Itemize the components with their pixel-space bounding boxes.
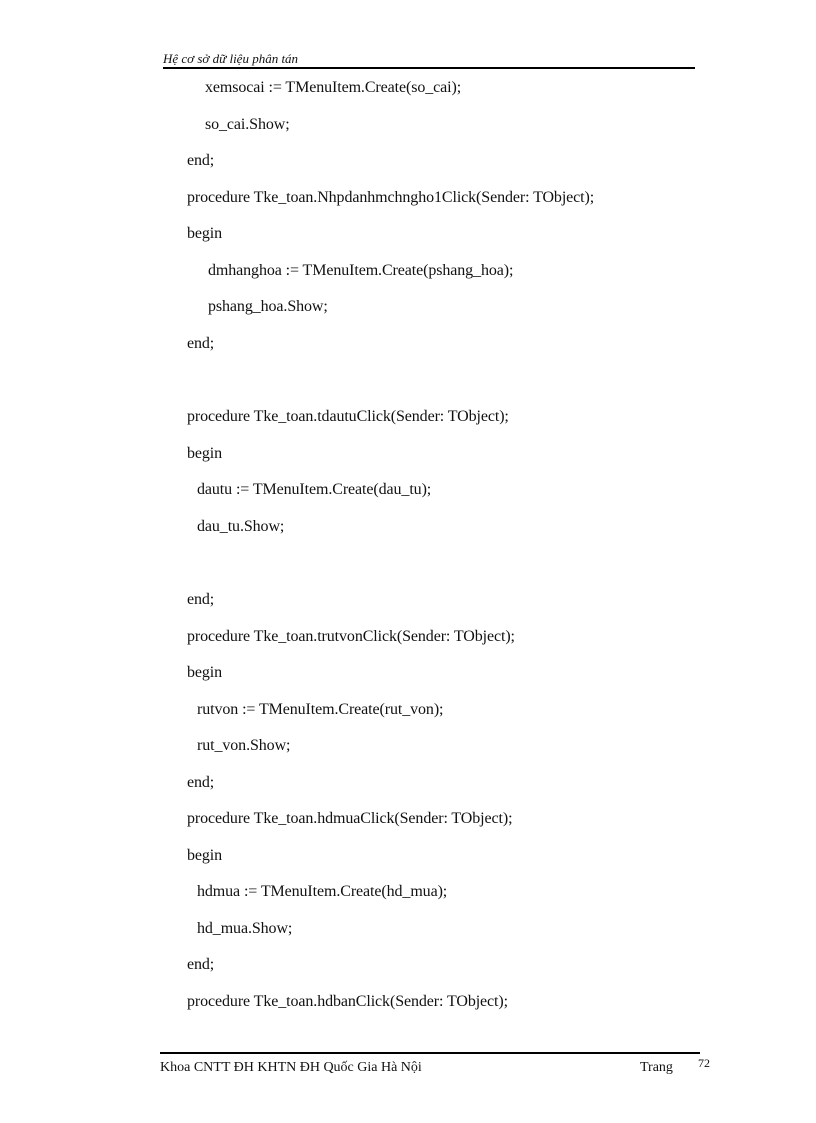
code-line: end; <box>187 335 215 352</box>
code-line: begin <box>187 225 223 242</box>
code-line: begin <box>187 664 223 681</box>
code-line: rutvon := TMenuItem.Create(rut_von); <box>197 701 444 718</box>
code-line: procedure Tke_toan.tdautuClick(Sender: TObject); <box>187 408 509 425</box>
code-line: begin <box>187 847 223 864</box>
code-line: procedure Tke_toan.hdmuaClick(Sender: TObject); <box>187 810 513 827</box>
code-line: end; <box>187 774 215 791</box>
code-line: procedure Tke_toan.hdbanClick(Sender: TObject); <box>187 993 508 1010</box>
code-line: begin <box>187 445 223 462</box>
code-line: rut_von.Show; <box>197 737 291 754</box>
code-line: end; <box>187 591 215 608</box>
code-line: procedure Tke_toan.Nhpdanhmchngho1Click(Sender: TObject); <box>187 189 595 206</box>
code-line: dautu := TMenuItem.Create(dau_tu); <box>197 481 432 498</box>
page-footer <box>160 1050 712 1080</box>
footer-page-label: Trang <box>640 1060 673 1075</box>
header-rule <box>163 67 695 69</box>
code-line: xemsocai := TMenuItem.Create(so_cai); <box>205 79 462 96</box>
header-title: Hệ cơ sở dữ liệu phân tán <box>163 51 299 66</box>
code-line: hdmua := TMenuItem.Create(hd_mua); <box>197 883 448 900</box>
page-header <box>163 50 695 70</box>
code-line: pshang_hoa.Show; <box>208 298 328 315</box>
code-line: procedure Tke_toan.trutvonClick(Sender: TObject); <box>187 628 515 645</box>
code-line: so_cai.Show; <box>205 116 290 133</box>
footer-rule <box>160 1052 700 1054</box>
code-line: dau_tu.Show; <box>197 518 285 535</box>
page-number: 72 <box>698 1056 710 1070</box>
code-line: end; <box>187 152 215 169</box>
code-line: end; <box>187 956 215 973</box>
code-line: dmhanghoa := TMenuItem.Create(pshang_hoa); <box>208 262 514 279</box>
code-line: hd_mua.Show; <box>197 920 293 937</box>
footer-institution: Khoa CNTT ĐH KHTN ĐH Quốc Gia Hà Nội <box>160 1060 422 1075</box>
